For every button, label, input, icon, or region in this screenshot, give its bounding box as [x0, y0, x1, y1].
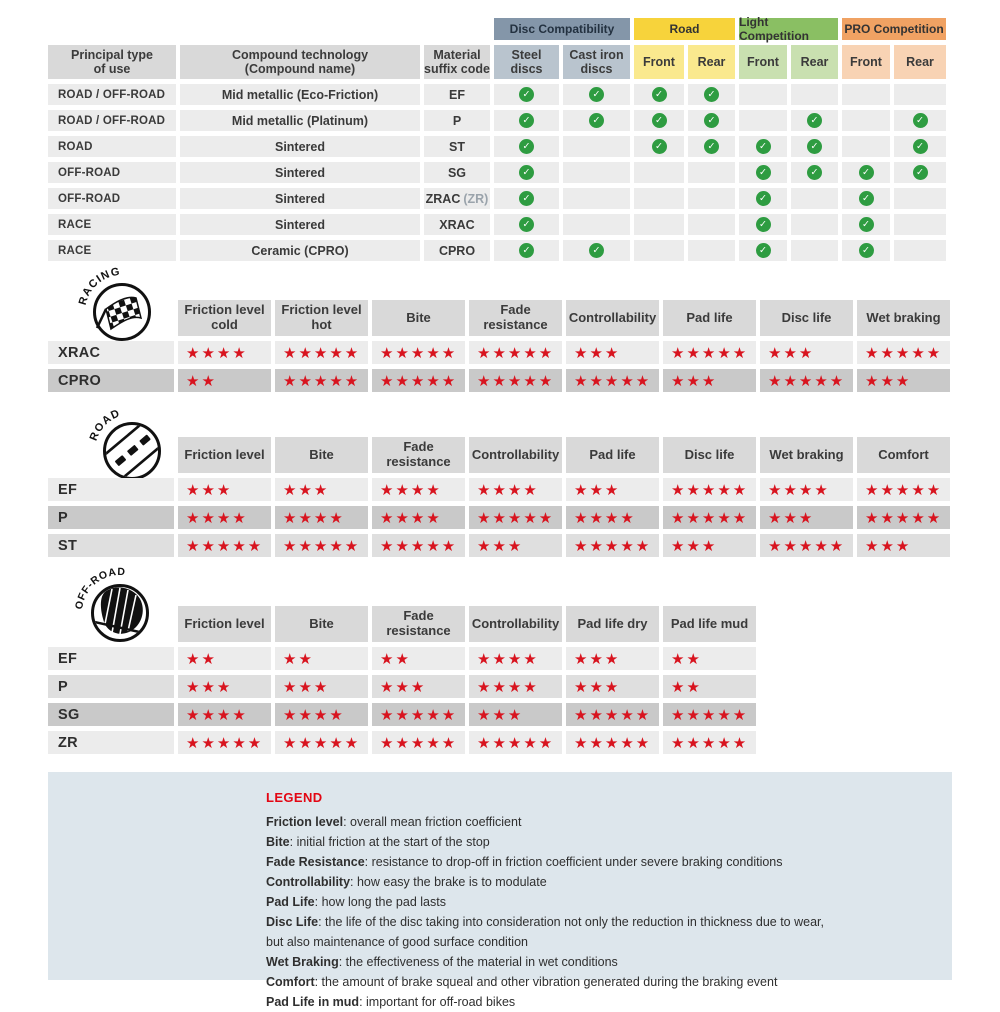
check-cell [791, 110, 838, 131]
check-cell [688, 188, 735, 209]
check-cell [842, 84, 890, 105]
check-cell [494, 84, 559, 105]
legend-line-disc-life: Disc Life: the life of the disc taking into consideration not only the reduction in thickness due to wear, [266, 915, 824, 929]
check-icon: ✓ [704, 139, 719, 154]
star-rating: ★★★ [857, 369, 950, 392]
row-label-ef: EF [48, 478, 174, 501]
check-cell [842, 110, 890, 131]
rating-column-header-wet-braking: Wet braking [760, 437, 853, 473]
legend-title: LEGEND [266, 790, 323, 805]
star-rating: ★★★★★ [566, 534, 659, 557]
star-rating: ★★★ [760, 341, 853, 364]
check-cell [894, 110, 946, 131]
code-cell: P [424, 110, 490, 131]
check-cell [563, 214, 630, 235]
legend-line-pad-life: Pad Life: how long the pad lasts [266, 895, 446, 909]
check-cell [842, 240, 890, 261]
star-rating: ★★★★ [469, 647, 562, 670]
legend-line-wet-braking: Wet Braking: the effectiveness of the material in wet conditions [266, 955, 618, 969]
row-label-ef: EF [48, 647, 174, 670]
check-cell [791, 136, 838, 157]
rating-column-header-bite: Bite [275, 606, 368, 642]
racing-rating-table [48, 300, 950, 392]
check-cell [739, 136, 787, 157]
check-cell [634, 110, 684, 131]
rating-column-header-disc-life: Disc life [760, 300, 853, 336]
star-rating: ★★★★ [178, 506, 271, 529]
star-rating: ★★ [178, 369, 271, 392]
check-cell [634, 240, 684, 261]
check-icon: ✓ [652, 113, 667, 128]
rating-column-header-pad-life: Pad life [566, 437, 659, 473]
check-cell [842, 162, 890, 183]
star-rating: ★★★ [663, 369, 756, 392]
check-icon: ✓ [589, 113, 604, 128]
star-rating: ★★★★ [178, 703, 271, 726]
check-cell [688, 136, 735, 157]
rating-column-header-pad-life-dry: Pad life dry [566, 606, 659, 642]
star-rating: ★★★★★ [275, 731, 368, 754]
rating-column-header-controllability: Controllability [469, 437, 562, 473]
rating-column-header-controllability: Controllability [469, 606, 562, 642]
compound-cell: Ceramic (CPRO) [180, 240, 420, 261]
check-icon: ✓ [859, 165, 874, 180]
rating-column-header-friction-level: Friction level [178, 606, 271, 642]
legend-panel [48, 772, 952, 1009]
code-cell: CPRO [424, 240, 490, 261]
star-rating: ★★★★ [469, 675, 562, 698]
check-cell [634, 214, 684, 235]
star-rating: ★★★ [178, 675, 271, 698]
check-cell [791, 84, 838, 105]
star-rating: ★★★★★ [178, 534, 271, 557]
star-rating: ★★★★★ [857, 341, 950, 364]
check-cell [688, 214, 735, 235]
check-cell [563, 110, 630, 131]
check-icon: ✓ [589, 243, 604, 258]
group-header-disc-compatibility: Disc Compatibility [494, 18, 630, 40]
code-cell: XRAC [424, 214, 490, 235]
star-rating: ★★★ [566, 341, 659, 364]
check-cell [894, 136, 946, 157]
check-icon: ✓ [704, 87, 719, 102]
star-rating: ★★★★★ [663, 703, 756, 726]
check-icon: ✓ [913, 139, 928, 154]
star-rating: ★★★★★ [857, 478, 950, 501]
check-cell [894, 188, 946, 209]
subheader-light-competition-front: Front [739, 45, 787, 79]
check-cell [634, 188, 684, 209]
star-rating: ★★★ [760, 506, 853, 529]
star-rating: ★★★ [566, 675, 659, 698]
row-label-st: ST [48, 534, 174, 557]
racing-section-label: RACING [76, 265, 122, 307]
rating-column-header-fade-resistance: Fade resistance [372, 606, 465, 642]
group-header-pro-competition: PRO Competition [842, 18, 946, 40]
star-rating: ★★★★★ [566, 703, 659, 726]
road-rating-table [48, 437, 950, 557]
check-cell [739, 162, 787, 183]
check-icon: ✓ [807, 113, 822, 128]
code-cell: ZRAC (ZR) [424, 188, 490, 209]
star-rating: ★★★★★ [760, 534, 853, 557]
compound-cell: Mid metallic (Eco-Friction) [180, 84, 420, 105]
column-header-principal-type-of-use: Principal type of use [48, 45, 176, 79]
star-rating: ★★★ [372, 675, 465, 698]
star-rating: ★★★★★ [275, 369, 368, 392]
check-icon: ✓ [652, 87, 667, 102]
group-header-road: Road [634, 18, 735, 40]
legend-line-controllability: Controllability: how easy the brake is to modulate [266, 875, 547, 889]
compound-cell: Sintered [180, 136, 420, 157]
check-cell [739, 188, 787, 209]
group-header-light-competition: Light Competition [739, 18, 838, 40]
star-rating: ★★★★★ [663, 731, 756, 754]
check-cell [494, 188, 559, 209]
star-rating: ★★★ [469, 703, 562, 726]
column-header-material-suffix-code: Material suffix code [424, 45, 490, 79]
star-rating: ★★★ [469, 534, 562, 557]
use-cell: ROAD / OFF-ROAD [48, 110, 176, 131]
check-cell [739, 214, 787, 235]
rating-column-header-friction-level-hot: Friction level hot [275, 300, 368, 336]
check-icon: ✓ [859, 243, 874, 258]
offroad-section-label: OFF-ROAD [73, 565, 126, 611]
check-icon: ✓ [756, 243, 771, 258]
subheader-disc-compatibility-steel-discs: Steel discs [494, 45, 559, 79]
check-cell [791, 214, 838, 235]
star-rating: ★★★★ [275, 703, 368, 726]
check-cell [563, 240, 630, 261]
check-cell [688, 162, 735, 183]
use-cell: OFF-ROAD [48, 188, 176, 209]
star-rating: ★★ [275, 647, 368, 670]
rating-column-header-fade-resistance: Fade resistance [469, 300, 562, 336]
check-cell [894, 214, 946, 235]
check-icon: ✓ [756, 139, 771, 154]
star-rating: ★★★★ [178, 341, 271, 364]
offroad-rating-table [48, 606, 756, 754]
check-cell [688, 240, 735, 261]
star-rating: ★★★★★ [469, 369, 562, 392]
star-rating: ★★★★ [760, 478, 853, 501]
rating-column-header-wet-braking: Wet braking [857, 300, 950, 336]
rating-column-header-comfort: Comfort [857, 437, 950, 473]
check-cell [739, 240, 787, 261]
row-label-zr: ZR [48, 731, 174, 754]
check-cell [894, 84, 946, 105]
star-rating: ★★★ [275, 478, 368, 501]
code-cell: ST [424, 136, 490, 157]
star-rating: ★★★ [566, 647, 659, 670]
use-cell: OFF-ROAD [48, 162, 176, 183]
rating-column-header-bite: Bite [372, 300, 465, 336]
star-rating: ★★ [178, 647, 271, 670]
star-rating: ★★★★★ [372, 731, 465, 754]
check-cell [494, 136, 559, 157]
code-cell: SG [424, 162, 490, 183]
check-cell [842, 136, 890, 157]
compatibility-table [48, 15, 946, 261]
rating-column-header-pad-life: Pad life [663, 300, 756, 336]
check-cell [563, 136, 630, 157]
check-cell [634, 136, 684, 157]
check-cell [688, 110, 735, 131]
check-cell [739, 110, 787, 131]
star-rating: ★★★★★ [372, 369, 465, 392]
rating-column-header-controllability: Controllability [566, 300, 659, 336]
star-rating: ★★★ [857, 534, 950, 557]
subheader-disc-compatibility-cast-iron-discs: Cast iron discs [563, 45, 630, 79]
check-icon: ✓ [756, 217, 771, 232]
star-rating: ★★★ [178, 478, 271, 501]
star-rating: ★★★★★ [760, 369, 853, 392]
star-rating: ★★★★★ [566, 369, 659, 392]
check-icon: ✓ [519, 113, 534, 128]
check-icon: ✓ [519, 87, 534, 102]
legend-lines [266, 812, 824, 1012]
compound-cell: Sintered [180, 188, 420, 209]
row-label-cpro: CPRO [48, 369, 174, 392]
check-icon: ✓ [519, 139, 534, 154]
check-cell [634, 84, 684, 105]
check-cell [563, 188, 630, 209]
star-rating: ★★★★★ [372, 341, 465, 364]
star-rating: ★★★ [566, 478, 659, 501]
check-icon: ✓ [807, 139, 822, 154]
check-icon: ✓ [519, 217, 534, 232]
star-rating: ★★★★★ [178, 731, 271, 754]
subheader-road-rear: Rear [688, 45, 735, 79]
check-icon: ✓ [519, 243, 534, 258]
star-rating: ★★★ [663, 534, 756, 557]
check-cell [563, 162, 630, 183]
check-cell [494, 110, 559, 131]
subheader-pro-competition-rear: Rear [894, 45, 946, 79]
rating-column-header-friction-level: Friction level [178, 437, 271, 473]
star-rating: ★★★★★ [275, 341, 368, 364]
check-cell [894, 240, 946, 261]
star-rating: ★★★★★ [663, 341, 756, 364]
check-icon: ✓ [652, 139, 667, 154]
check-cell [634, 162, 684, 183]
check-cell [688, 84, 735, 105]
compound-cell: Sintered [180, 162, 420, 183]
star-rating: ★★ [663, 675, 756, 698]
star-rating: ★★★★ [372, 506, 465, 529]
star-rating: ★★★★★ [663, 506, 756, 529]
star-rating: ★★★★★ [469, 506, 562, 529]
check-icon: ✓ [807, 165, 822, 180]
check-cell [739, 84, 787, 105]
star-rating: ★★ [372, 647, 465, 670]
row-label-p: P [48, 675, 174, 698]
subheader-light-competition-rear: Rear [791, 45, 838, 79]
code-cell: EF [424, 84, 490, 105]
check-cell [791, 240, 838, 261]
star-rating: ★★★★ [566, 506, 659, 529]
check-icon: ✓ [756, 165, 771, 180]
legend-line-pad-life-in-mud: Pad Life in mud: important for off-road bikes [266, 995, 516, 1009]
check-cell [842, 188, 890, 209]
check-cell [494, 214, 559, 235]
star-rating: ★★★★★ [372, 703, 465, 726]
row-label-p: P [48, 506, 174, 529]
check-cell [791, 162, 838, 183]
column-header-compound-technology-compound-name: Compound technology (Compound name) [180, 45, 420, 79]
subheader-pro-competition-front: Front [842, 45, 890, 79]
check-icon: ✓ [519, 165, 534, 180]
star-rating: ★★★★★ [275, 534, 368, 557]
rating-column-header-friction-level-cold: Friction level cold [178, 300, 271, 336]
star-rating: ★★ [663, 647, 756, 670]
rating-column-header-pad-life-mud: Pad life mud [663, 606, 756, 642]
star-rating: ★★★★ [469, 478, 562, 501]
check-cell [842, 214, 890, 235]
star-rating: ★★★★★ [566, 731, 659, 754]
check-icon: ✓ [859, 191, 874, 206]
use-cell: ROAD / OFF-ROAD [48, 84, 176, 105]
check-cell [791, 188, 838, 209]
check-cell [894, 162, 946, 183]
check-icon: ✓ [913, 165, 928, 180]
subheader-road-front: Front [634, 45, 684, 79]
check-icon: ✓ [913, 113, 928, 128]
legend-line-fade-resistance: Fade Resistance: resistance to drop-off in friction coefficient under severe braking conditions [266, 855, 783, 869]
row-label-xrac: XRAC [48, 341, 174, 364]
star-rating: ★★★ [275, 675, 368, 698]
star-rating: ★★★★ [275, 506, 368, 529]
rating-column-header-bite: Bite [275, 437, 368, 473]
star-rating: ★★★★★ [372, 534, 465, 557]
legend-line-comfort: Comfort: the amount of brake squeal and other vibration generated during the braking event [266, 975, 778, 989]
compound-cell: Sintered [180, 214, 420, 235]
check-cell [494, 240, 559, 261]
use-cell: ROAD [48, 136, 176, 157]
row-label-sg: SG [48, 703, 174, 726]
check-icon: ✓ [859, 217, 874, 232]
check-cell [563, 84, 630, 105]
use-cell: RACE [48, 214, 176, 235]
check-icon: ✓ [704, 113, 719, 128]
star-rating: ★★★★ [372, 478, 465, 501]
rating-column-header-disc-life: Disc life [663, 437, 756, 473]
star-rating: ★★★★★ [663, 478, 756, 501]
check-icon: ✓ [589, 87, 604, 102]
star-rating: ★★★★★ [857, 506, 950, 529]
legend-line-continuation: but also maintenance of good surface condition [266, 935, 528, 949]
star-rating: ★★★★★ [469, 731, 562, 754]
legend-line-friction-level: Friction level: overall mean friction coefficient [266, 815, 522, 829]
compound-cell: Mid metallic (Platinum) [180, 110, 420, 131]
road-section-label: ROAD [87, 407, 123, 443]
legend-line-bite: Bite: initial friction at the start of the stop [266, 835, 490, 849]
check-icon: ✓ [756, 191, 771, 206]
check-cell [494, 162, 559, 183]
star-rating: ★★★★★ [469, 341, 562, 364]
code-note: (ZR) [463, 191, 489, 206]
check-icon: ✓ [519, 191, 534, 206]
rating-column-header-fade-resistance: Fade resistance [372, 437, 465, 473]
use-cell: RACE [48, 240, 176, 261]
